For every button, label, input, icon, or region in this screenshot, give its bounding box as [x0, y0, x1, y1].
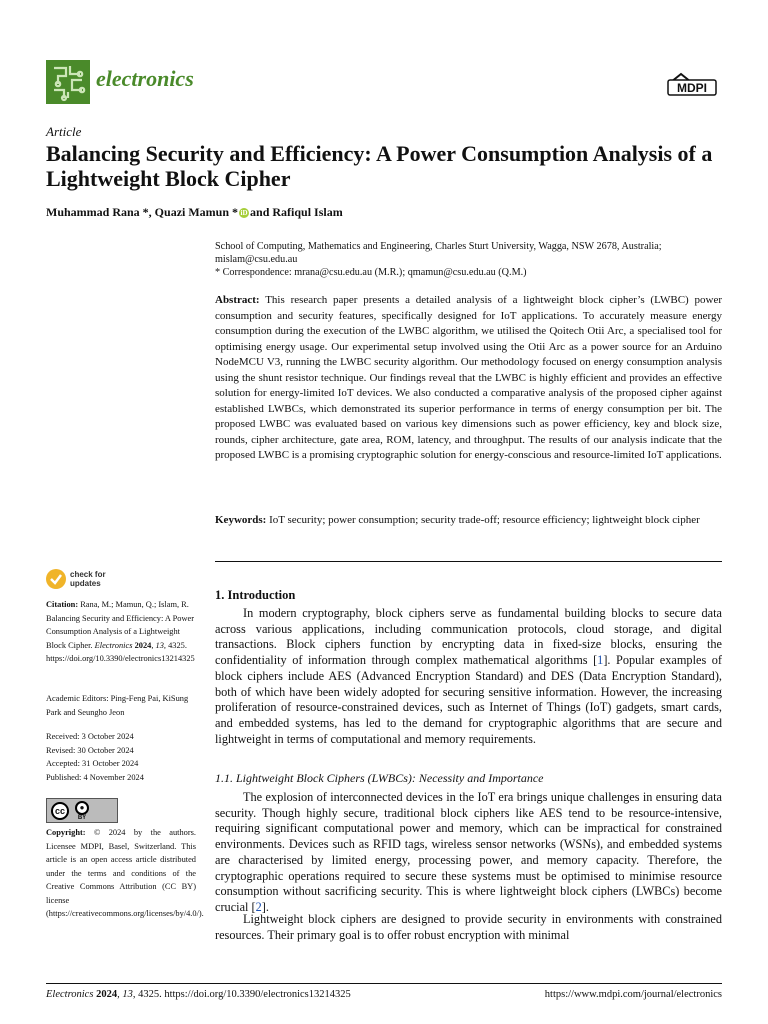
intro-paragraph-2	[215, 790, 722, 916]
journal-logo	[46, 60, 90, 104]
date-accepted: Accepted: 31 October 2024	[46, 759, 139, 768]
abstract-label: Abstract:	[215, 294, 260, 306]
orcid-icon[interactable]: iD	[240, 208, 248, 217]
citation-journal: Electronics	[94, 640, 133, 650]
keywords-text: IoT security; power consumption; security trade-off; resource efficiency; lightweight block cipher	[266, 514, 700, 526]
citation-doi[interactable]: , 4325. https://doi.org/10.3390/electronics13214325	[46, 640, 195, 663]
intro-p1-text-cont: ]. Popular examples of block ciphers include AES (Advanced Encryption Standard) and DES (Data Encryption Standard), both of which have been widely adopted for securing sensitive information. However, the increasing proliferation of resource-constrained devices, such as Internet of Things (IoT) gadgets, smart cards, and embedded systems, has led to the demand for cryptographic algorithms that are secure and lightweight in terms of computational and memory requirements.	[215, 653, 722, 746]
mdpi-logo	[667, 72, 717, 96]
abstract-text: This research paper presents a detailed analysis of a lightweight block cipher’s (LWBC) power consumption and security features, specifically designed for IoT applications. To accurately measure energy consumption during the execution of the LWBC algorithm, we utilised the Qoitech Otii Arc, a specialised tool for optimising energy usage. Our experimental setup involved using the Otii Arc as a power source for an Arduino NodeMCU V3, running the LWBC security algorithm. Our methodology focused on energy consumption analysis using the shunt resistor technique. Our findings reveal that the LWBC is highly efficient and provides an effective solution for energy-limited IoT devices. We also conducted a comparative analysis of the proposed cipher against established LWBCs, which demonstrated its superior performance in terms of energy consumption per bit. The proposed LWBC was evaluated based on various key dimensions such as power efficiency, key and block size, rounds, cipher architecture, gate area, ROM, latency, and throughput. The results of our analysis indicate that the proposed LWBC is a promising cryptographic solution for energy-conscious and resource-limited IoT applications.	[215, 294, 722, 461]
subsection-heading: 1.1. Lightweight Block Ciphers (LWBCs): Necessity and Importance	[215, 771, 544, 785]
footer-citation	[46, 989, 351, 1000]
footer-journal-url[interactable]: https://www.mdpi.com/journal/electronics	[544, 989, 722, 1000]
intro-paragraph-1	[215, 606, 722, 747]
correspondence-line: * Correspondence: mrana@csu.edu.au (M.R.); qmamun@csu.edu.au (Q.M.)	[215, 267, 527, 278]
intro-p1-text: In modern cryptography, block ciphers serve as fundamental building blocks to secure data across various applications, including communication protocols, cloud storage, and digital transactions. Block ciphers function by encrypting data in fixed-size blocks, ensuring the confidentiality of information through complex mathematical algorithms [	[215, 606, 722, 668]
footer-doi[interactable]: , 4325. https://doi.org/10.3390/electronics13214325	[132, 989, 351, 1000]
cc-icon: cc	[51, 802, 69, 820]
paper-title: Balancing Security and Efficiency: A Power Consumption Analysis of a Lightweight Block Cipher	[46, 141, 713, 191]
authors-part-1: Muhammad Rana *, Quazi Mamun *	[46, 205, 239, 219]
copyright-text: © 2024 by the authors. Licensee MDPI, Basel, Switzerland. This article is an open access article distributed under the terms and conditions of the Creative Commons Attribution (CC BY) license (https://creativecommons.org/licenses/by/4.0/).	[46, 828, 204, 918]
keywords	[215, 513, 722, 529]
check-for-updates-button[interactable]	[46, 569, 106, 589]
section-divider	[215, 561, 722, 562]
citation-text: Rana, M.; Mamun, Q.; Islam, R. Balancing Security and Efficiency: A Power Consumption Analysis of a Lightweight Block Cipher.	[46, 600, 194, 650]
footer-volume: , 13	[117, 989, 133, 1000]
citation-label: Citation:	[46, 600, 79, 609]
author-list	[46, 205, 343, 220]
date-revised: Revised: 30 October 2024	[46, 745, 134, 755]
footer-journal: Electronics	[46, 989, 94, 1000]
authors-part-2: and Rafiqul Islam	[250, 205, 343, 219]
check-updates-line1: check for	[70, 570, 106, 579]
affiliation-line: School of Computing, Mathematics and Engineering, Charles Sturt University, Wagga, NSW 2678, Australia; mislam@csu.edu.au	[215, 241, 662, 265]
copyright-block	[46, 826, 204, 921]
citation-year: 2024	[134, 640, 152, 650]
check-updates-icon	[46, 569, 66, 589]
keywords-label: Keywords:	[215, 514, 267, 526]
dates-block	[46, 730, 196, 784]
intro-paragraph-3: Lightweight block ciphers are designed to provide security in environments with constrained resources. Their primary goal is to offer robust encryption with minimal	[215, 912, 722, 942]
date-received: Received: 3 October 2024	[46, 732, 134, 741]
article-type: Article	[46, 124, 82, 139]
citation-volume: 13	[155, 640, 164, 650]
copyright-label: Copyright:	[46, 828, 86, 837]
section-heading-introduction: 1. Introduction	[215, 588, 296, 602]
journal-name: electronics	[96, 66, 194, 91]
by-label: BY	[77, 814, 87, 821]
abstract	[215, 293, 722, 464]
intro-p2-text-cont: ].	[261, 899, 269, 914]
academic-editors: Academic Editors: Ping-Feng Pai, KiSung Park and Seungho Jeon	[46, 694, 189, 717]
date-published: Published: 4 November 2024	[46, 772, 144, 782]
footer-year: 2024	[93, 989, 118, 1000]
affiliations	[215, 240, 725, 279]
attribution-icon: ●	[75, 801, 89, 815]
footer-divider	[46, 983, 722, 984]
mdpi-text: MDPI	[677, 81, 707, 95]
citation-ref-2[interactable]: 2	[255, 899, 262, 914]
check-updates-line2: updates	[70, 579, 101, 588]
citation-ref-1[interactable]: 1	[597, 653, 604, 668]
intro-p2-text: The explosion of interconnected devices in the IoT era brings unique challenges in ensuring data security. Though highly secure, traditional block ciphers like AES tend to be resource-intensive, requiring significant computational power and memory, which can be impractical for constrained environments. Devices such as RFID tags, wireless sensor networks (WSNs), and embedded systems are characterised by limited energy, processing power, and memory capacity. Therefore, the cryptographic operations required to secure these systems must be optimised to minimise resource consumption without sacrificing security. This is where lightweight block ciphers (LWBCs) become crucial [	[215, 790, 722, 914]
citation-block: Citation: Rana, M.; Mamun, Q.; Islam, R. Balancing Security and Efficiency: A Power Consumption Analysis of a Lightweight Block Cipher. Electronics 2024, 13, 4325. https://doi.org/10.3390/electronics13214325	[46, 600, 195, 663]
cc-by-license-badge[interactable]	[46, 798, 118, 823]
